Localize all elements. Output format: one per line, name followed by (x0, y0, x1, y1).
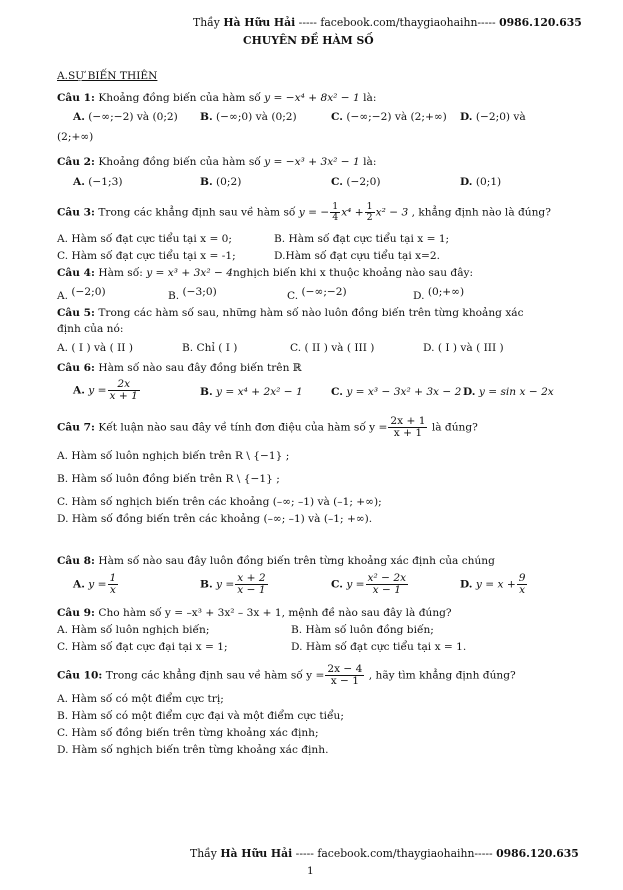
fraction: $\frac{1}{4}$ (332, 201, 339, 223)
question-text: , hãy tìm khẳng định đúng? (368, 669, 516, 682)
q8-option-b: B. y = $\frac{x + 2}{x - 1}$ (200, 572, 266, 597)
q4-option-c: C. (−∞;−2) (287, 286, 347, 302)
question-text: Kết luận nào sau đây về tính đơn điệu của hàm số y = (98, 421, 388, 434)
q2-option-a: A. (−1;3) (73, 176, 123, 188)
q4-option-b: B. (−3;0) (168, 286, 217, 302)
question-text: Khoảng đồng biến của hàm số (98, 92, 261, 104)
footer-prefix: Thầy (190, 847, 217, 860)
q8-option-c: C. y = $\frac{\text{x² − 2x}}{x - 1}$ (331, 572, 407, 597)
footer-site: facebook.com/thaygiaohaihn (317, 847, 475, 860)
q2-option-b: B. (0;2) (200, 176, 242, 188)
question-7 (57, 416, 478, 439)
header-sep: ----- (295, 16, 321, 29)
q7-option-b: B. Hàm số luôn đồng biến trên R \ {−1} ; (57, 473, 280, 485)
footer-teacher: Hà Hữu Hải (220, 847, 293, 860)
q2-option-d: D. (0;1) (460, 176, 502, 188)
q3-option-b: B. Hàm số đạt cực tiểu tại x = 1; (274, 233, 450, 245)
question-text: Hàm số nào sau đây luôn đồng biến trên từng khoảng xác định của chúng (98, 555, 495, 567)
q1-option-b: B. (−∞;0) và (0;2) (200, 111, 297, 123)
q5-option-d: D. ( I ) và ( III ) (423, 342, 504, 354)
header-sep: ----- (477, 16, 500, 29)
question-label: Câu 6: (57, 362, 95, 374)
fraction: $\frac{2x - 4}{x - 1}$ (327, 663, 363, 688)
question-9 (57, 607, 452, 620)
q3-option-c: C. Hàm số đạt cực tiểu tại x = -1; (57, 250, 236, 262)
q6-option-a: A. y = $\frac{2x}{x + 1}$ (73, 378, 138, 403)
question-text: Trong các hàm số sau, những hàm số nào luôn đồng biến trên từng khoảng xác (98, 307, 524, 319)
question-text: là: (363, 92, 377, 104)
question-5-cont: định của nó: (57, 323, 124, 335)
fraction: $\frac{9}{x}$ (518, 572, 526, 597)
page-header (193, 16, 582, 29)
question-label: Câu 1: (57, 92, 95, 104)
question-10 (57, 664, 516, 687)
question-3: Câu 3: Trong các khẳng định sau về hàm số y = − $\frac{1}{4}$ x⁴ + $\frac{1}{2}$ x² − 3 , khẳng định nào là đúng? (57, 201, 551, 223)
q1-option-a: A. (−∞;−2) và (0;2) (73, 111, 178, 123)
question-text: là đúng? (431, 421, 478, 434)
question-1 (57, 92, 376, 105)
q9-option-c: C. Hàm số đạt cực đại tại x = 1; (57, 641, 228, 653)
question-label: Câu 3: (57, 206, 95, 219)
header-teacher: Hà Hữu Hải (223, 16, 296, 29)
q4-option-a: A. (−2;0) (57, 286, 106, 302)
page-footer (190, 847, 579, 860)
footer-sep: ----- (292, 847, 318, 860)
q9-option-a: A. Hàm số luôn nghịch biến; (57, 624, 210, 636)
q6-option-d: D. y = sin x − 2x (463, 386, 554, 398)
question-label: Câu 4: (57, 267, 95, 279)
question-function: y = −x³ + 3x² − 1 (264, 156, 360, 168)
q5-option-a: A. ( I ) và ( II ) (57, 342, 133, 354)
fraction: $\frac{1}{2}$ (366, 201, 373, 223)
q2-option-c: C. (−2;0) (331, 176, 381, 188)
q1-option-c: C. (−∞;−2) và (2;+∞) (331, 111, 447, 123)
question-label: Câu 9: (57, 607, 95, 619)
section-heading: A.SỰ BIẾN THIÊN (57, 70, 158, 82)
q7-option-c: C. Hàm số nghịch biến trên các khoảng (–∞; –1) và (–1; +∞); (57, 496, 382, 508)
q10-option-d: D. Hàm số nghịch biến trên từng khoảng xác định. (57, 744, 329, 756)
question-label: Câu 5: (57, 307, 95, 319)
question-4 (57, 267, 473, 280)
q1-option-d-cont: (2;+∞) (57, 131, 94, 143)
q9-option-d: D. Hàm số đạt cực tiểu tại x = 1. (291, 641, 467, 653)
q5-option-c: C. ( II ) và ( III ) (290, 342, 375, 354)
q7-option-a: A. Hàm số luôn nghịch biến trên R \ {−1} ; (57, 450, 290, 462)
fraction: $\frac{2x + 1}{x + 1}$ (390, 415, 426, 440)
question-text: , khẳng định nào là đúng? (411, 206, 551, 219)
question-2 (57, 156, 376, 169)
page-title: CHUYÊN ĐỀ HÀM SỐ (243, 34, 374, 47)
fraction: $\frac{\text{x² − 2x}}{x - 1}$ (367, 572, 407, 597)
q8-option-a: A. y = $\frac{1}{x}$ (73, 572, 117, 597)
question-text: Trong các khẳng định sau về hàm số y = (105, 669, 325, 682)
question-text: Hàm số: (98, 267, 143, 279)
q3-option-a: A. Hàm số đạt cực tiểu tại x = 0; (57, 233, 232, 245)
question-label: Câu 7: (57, 421, 95, 434)
q6-option-c: C. y = x³ − 3x² + 3x − 2 (331, 386, 462, 398)
q1-option-d: D. (−2;0) và (460, 111, 526, 123)
question-text: Trong các khẳng định sau về hàm số (98, 206, 296, 219)
q4-option-d: D. (0;+∞) (413, 286, 465, 302)
header-phone: 0986.120.635 (499, 16, 582, 29)
question-function: y = x³ + 3x² − 4 (146, 267, 233, 279)
q6-option-b: B. y = x⁴ + 2x² − 1 (200, 386, 303, 398)
question-function: y = −x⁴ + 8x² − 1 (264, 92, 360, 104)
footer-sep: ----- (474, 847, 497, 860)
header-site: facebook.com/thaygiaohaihn (320, 16, 478, 29)
q8-option-d: D. y = x + $\frac{9}{x}$ (460, 572, 526, 597)
fraction: $\frac{x + 2}{x - 1}$ (237, 572, 266, 597)
q5-option-b: B. Chỉ ( I ) (182, 342, 238, 354)
fraction: $\frac{1}{x}$ (109, 572, 117, 597)
q7-option-d: D. Hàm số đồng biến trên các khoảng (–∞; –1) và (–1; +∞). (57, 513, 373, 525)
question-label: Câu 8: (57, 555, 95, 567)
question-label: Câu 2: (57, 156, 95, 168)
q10-option-c: C. Hàm số đồng biến trên từng khoảng xác định; (57, 727, 319, 739)
question-text: là: (363, 156, 377, 168)
q9-option-b: B. Hàm số luôn đồng biến; (291, 624, 434, 636)
question-label: Câu 10: (57, 669, 103, 682)
question-text: Khoảng đồng biến của hàm số (98, 156, 261, 168)
question-6 (57, 362, 302, 375)
q10-option-b: B. Hàm số có một điểm cực đại và một điểm cực tiểu; (57, 710, 344, 722)
question-text: Hàm số nào sau đây đồng biến trên ℝ (98, 362, 302, 374)
question-8 (57, 555, 495, 568)
page-number: 1 (307, 865, 314, 877)
question-5 (57, 307, 524, 320)
q10-option-a: A. Hàm số có một điểm cực trị; (57, 693, 224, 705)
header-prefix: Thầy (193, 16, 220, 29)
footer-phone: 0986.120.635 (496, 847, 579, 860)
fraction: $\frac{2x}{x + 1}$ (109, 378, 138, 403)
question-text: nghịch biến khi x thuộc khoảng nào sau đây: (232, 267, 474, 279)
question-text: Cho hàm số y = –x³ + 3x² – 3x + 1, mệnh đề nào sau đây là đúng? (98, 607, 452, 619)
q3-option-d: D.Hàm số đạt cựu tiểu tại x=2. (274, 250, 441, 262)
